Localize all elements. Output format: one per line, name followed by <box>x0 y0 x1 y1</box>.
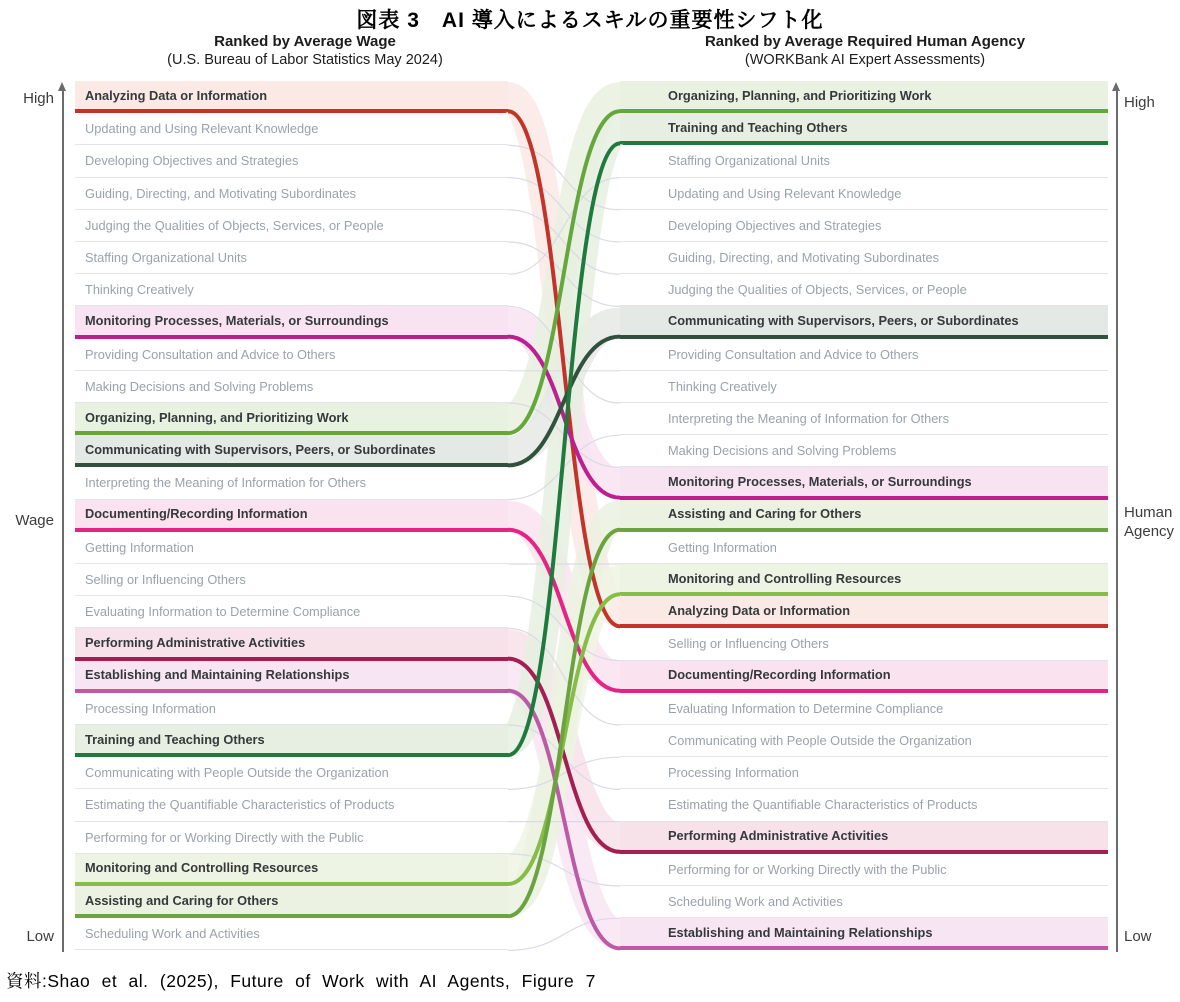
skill-row-training-and-teaching-others <box>620 113 1108 145</box>
skill-row-communicating-with-supervisors-peers-or-subordinates <box>620 306 1108 338</box>
skill-row-developing-objectives-and-strategies <box>620 210 1108 242</box>
skill-label: Monitoring Processes, Materials, or Surroundings <box>85 312 389 328</box>
skill-label: Guiding, Directing, and Motivating Subordinates <box>668 250 940 266</box>
left-axis-arrow-icon <box>58 82 66 91</box>
skill-row-thinking-creatively <box>620 371 1108 403</box>
skill-row-processing-information <box>620 757 1108 789</box>
skill-label: Guiding, Directing, and Motivating Subordinates <box>85 185 357 201</box>
figure-title: 図表 3 AI 導入によるスキルの重要性シフト化 <box>356 9 824 32</box>
skill-label: Training and Teaching Others <box>668 119 848 135</box>
skill-label: Evaluating Information to Determine Compliance <box>668 700 944 716</box>
skill-label: Processing Information <box>85 700 216 716</box>
skill-row-monitoring-processes-materials-or-surroundings <box>75 306 508 338</box>
right-axis-label-human-agency: Human Agency <box>1124 504 1175 540</box>
skill-row-updating-and-using-relevant-knowledge <box>620 178 1108 210</box>
skill-row-performing-administrative-activities <box>75 628 508 660</box>
skill-row-interpreting-the-meaning-of-information-for-others <box>620 403 1108 435</box>
skill-row-organizing-planning-and-prioritizing-work <box>620 81 1108 113</box>
right-column-header <box>650 32 1080 70</box>
skill-row-judging-the-qualities-of-objects-services-or-people <box>75 210 508 242</box>
skill-label: Communicating with People Outside the Organization <box>85 765 389 781</box>
skill-row-interpreting-the-meaning-of-information-for-others <box>75 467 508 499</box>
skill-label: Analyzing Data or Information <box>85 87 268 103</box>
skill-label: Staffing Organizational Units <box>85 250 247 266</box>
skill-row-guiding-directing-and-motivating-subordinates <box>75 178 508 210</box>
rank-link-ribbons <box>508 81 620 953</box>
skill-label: Documenting/Recording Information <box>85 506 308 522</box>
skill-row-performing-for-or-working-directly-with-the-public <box>620 854 1108 886</box>
human-agency-ranking-list <box>620 81 1108 951</box>
skill-label: Monitoring and Controlling Resources <box>85 860 319 876</box>
skill-row-judging-the-qualities-of-objects-services-or-people <box>620 274 1108 306</box>
skill-row-selling-or-influencing-others <box>620 628 1108 660</box>
right-axis-arrow-icon <box>1112 82 1120 91</box>
skill-label: Communicating with Supervisors, Peers, or Subordinates <box>85 441 436 457</box>
skill-row-communicating-with-people-outside-the-organization <box>620 725 1108 757</box>
skill-row-guiding-directing-and-motivating-subordinates <box>620 242 1108 274</box>
left-column-header-subtitle: (U.S. Bureau of Labor Statistics May 2024) <box>167 52 443 68</box>
skill-row-documenting-recording-information <box>620 661 1108 693</box>
right-axis-label-high: High <box>1124 94 1155 111</box>
skill-label: Getting Information <box>668 539 777 555</box>
skill-row-establishing-and-maintaining-relationships <box>75 661 508 693</box>
skill-label: Documenting/Recording Information <box>668 667 891 683</box>
skill-label: Performing for or Working Directly with the Public <box>668 861 947 877</box>
skill-row-estimating-the-quantifiable-characteristics-of-products <box>75 789 508 821</box>
left-axis-label-wage: Wage <box>15 512 54 529</box>
left-axis-line <box>62 90 64 952</box>
skill-label: Getting Information <box>85 539 194 555</box>
skill-label: Performing Administrative Activities <box>85 634 306 650</box>
skill-label: Selling or Influencing Others <box>85 572 246 588</box>
skill-row-communicating-with-supervisors-peers-or-subordinates <box>75 435 508 467</box>
skill-row-providing-consultation-and-advice-to-others <box>75 339 508 371</box>
source-note: 資料:Shao et al. (2025), Future of Work with AI Agents, Figure 7 <box>6 971 596 991</box>
skill-label: Estimating the Quantifiable Characteristics of Products <box>85 797 395 813</box>
skill-label: Interpreting the Meaning of Information for Others <box>668 411 949 427</box>
skill-label: Thinking Creatively <box>85 282 194 298</box>
skill-label: Evaluating Information to Determine Compliance <box>85 604 361 620</box>
skill-label: Performing for or Working Directly with the Public <box>85 829 364 845</box>
skill-row-establishing-and-maintaining-relationships <box>620 918 1108 950</box>
skill-row-monitoring-and-controlling-resources <box>75 854 508 886</box>
skill-label: Developing Objectives and Strategies <box>85 153 299 169</box>
skill-label: Assisting and Caring for Others <box>85 892 279 908</box>
skill-label: Monitoring and Controlling Resources <box>668 570 902 586</box>
skill-label: Organizing, Planning, and Prioritizing Work <box>668 87 932 103</box>
skill-row-estimating-the-quantifiable-characteristics-of-products <box>620 789 1108 821</box>
skill-row-making-decisions-and-solving-problems <box>75 371 508 403</box>
skill-label: Organizing, Planning, and Prioritizing Work <box>85 409 349 425</box>
skill-row-monitoring-processes-materials-or-surroundings <box>620 467 1108 499</box>
skill-label: Communicating with People Outside the Organization <box>668 733 972 749</box>
skill-row-training-and-teaching-others <box>75 725 508 757</box>
skill-row-getting-information <box>75 532 508 564</box>
right-axis-label-low: Low <box>1124 928 1152 945</box>
skill-row-getting-information <box>620 532 1108 564</box>
skill-label: Analyzing Data or Information <box>668 602 851 618</box>
skill-row-organizing-planning-and-prioritizing-work <box>75 403 508 435</box>
skill-row-evaluating-information-to-determine-compliance <box>75 596 508 628</box>
wage-ranking-list <box>75 81 508 951</box>
skill-row-scheduling-work-and-activities <box>620 886 1108 918</box>
skill-label: Monitoring Processes, Materials, or Surroundings <box>668 473 972 489</box>
skill-row-staffing-organizational-units <box>620 145 1108 177</box>
skill-row-staffing-organizational-units <box>75 242 508 274</box>
skill-row-communicating-with-people-outside-the-organization <box>75 757 508 789</box>
skill-row-analyzing-data-or-information <box>620 596 1108 628</box>
skill-label: Staffing Organizational Units <box>668 153 830 169</box>
skill-row-documenting-recording-information <box>75 500 508 532</box>
skill-label: Updating and Using Relevant Knowledge <box>85 121 319 137</box>
skill-label: Establishing and Maintaining Relationships <box>85 667 350 683</box>
right-column-header-subtitle: (WORKBank AI Expert Assessments) <box>744 52 986 68</box>
skill-label: Judging the Qualities of Objects, Services, or People <box>85 217 384 233</box>
left-axis-label-high: High <box>23 90 54 107</box>
left-column-header-title: Ranked by Average Wage <box>214 33 396 50</box>
skill-row-making-decisions-and-solving-problems <box>620 435 1108 467</box>
skill-row-thinking-creatively <box>75 274 508 306</box>
right-column-header-title: Ranked by Average Required Human Agency <box>704 33 1026 50</box>
skill-label: Thinking Creatively <box>668 378 777 394</box>
skill-row-updating-and-using-relevant-knowledge <box>75 113 508 145</box>
skill-label: Making Decisions and Solving Problems <box>85 378 314 394</box>
skill-row-analyzing-data-or-information <box>75 81 508 113</box>
right-axis-line <box>1116 90 1118 952</box>
skill-label: Scheduling Work and Activities <box>85 926 260 942</box>
skill-row-performing-for-or-working-directly-with-the-public <box>75 822 508 854</box>
skill-label: Processing Information <box>668 765 799 781</box>
skill-label: Making Decisions and Solving Problems <box>668 443 897 459</box>
skill-row-providing-consultation-and-advice-to-others <box>620 339 1108 371</box>
skill-label: Assisting and Caring for Others <box>668 506 862 522</box>
skill-row-evaluating-information-to-determine-compliance <box>620 693 1108 725</box>
skill-label: Communicating with Supervisors, Peers, or Subordinates <box>668 312 1019 328</box>
left-axis-label-low: Low <box>26 928 54 945</box>
skill-label: Scheduling Work and Activities <box>668 894 843 910</box>
skill-row-monitoring-and-controlling-resources <box>620 564 1108 596</box>
skill-label: Estimating the Quantifiable Characteristics of Products <box>668 797 978 813</box>
skill-label: Updating and Using Relevant Knowledge <box>668 185 902 201</box>
skill-label: Providing Consultation and Advice to Others <box>668 346 919 362</box>
skill-row-assisting-and-caring-for-others <box>75 886 508 918</box>
skill-label: Judging the Qualities of Objects, Services, or People <box>668 282 967 298</box>
skill-label: Selling or Influencing Others <box>668 636 829 652</box>
skill-row-scheduling-work-and-activities <box>75 918 508 950</box>
skill-label: Training and Teaching Others <box>85 731 265 747</box>
skill-row-performing-administrative-activities <box>620 822 1108 854</box>
skill-row-assisting-and-caring-for-others <box>620 500 1108 532</box>
skill-row-developing-objectives-and-strategies <box>75 145 508 177</box>
skill-label: Developing Objectives and Strategies <box>668 217 882 233</box>
skill-label: Providing Consultation and Advice to Others <box>85 346 336 362</box>
skill-row-selling-or-influencing-others <box>75 564 508 596</box>
skill-row-processing-information <box>75 693 508 725</box>
left-column-header <box>90 32 520 70</box>
skill-label: Performing Administrative Activities <box>668 828 889 844</box>
skill-label: Interpreting the Meaning of Information for Others <box>85 475 366 491</box>
skill-label: Establishing and Maintaining Relationships <box>668 924 933 940</box>
